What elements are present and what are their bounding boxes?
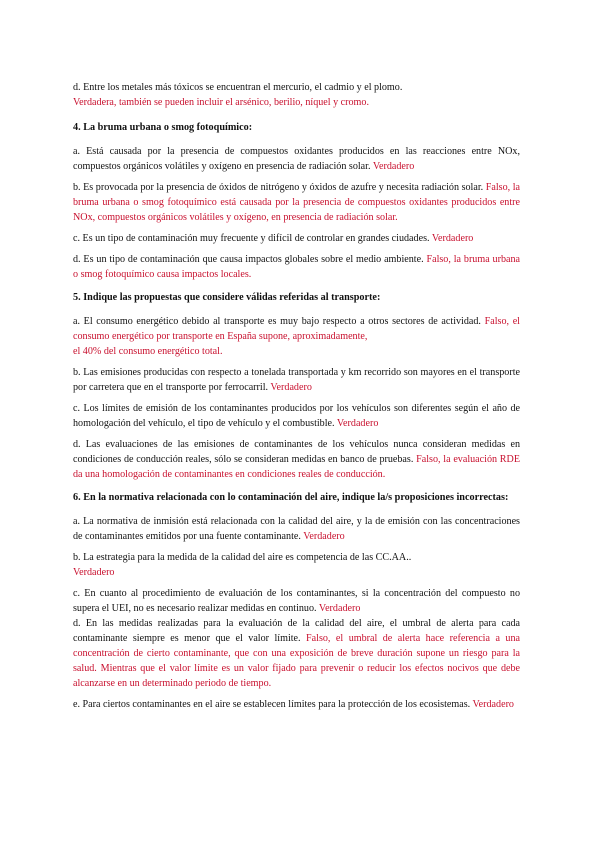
q4-a-text: a. Está causada por la presencia de compuestos oxidantes producidos en las reacciones entre NOx, compuestos orgánicos volátiles y oxígeno en presencia de radiación solar. bbox=[73, 146, 520, 172]
document-page bbox=[73, 80, 520, 718]
q5-option-c bbox=[73, 401, 520, 431]
q6-d-text: d. En las medidas realizadas para la evaluación de la calidad del aire, el umbral de alerta para cada contaminante siempre es menor que el valor límite. bbox=[73, 618, 520, 644]
q4-heading: 4. La bruma urbana o smog fotoquímico: bbox=[73, 122, 253, 133]
q6-option-a bbox=[73, 514, 520, 544]
q6-c-answer: Verdadero bbox=[318, 603, 361, 614]
q6-c-text: c. En cuanto al procedimiento de evaluación de los contaminantes, si la concentración del compuesto no supera el UEI, no es necesario realizar medidas en continuo. bbox=[73, 588, 520, 614]
q5-a-text: a. El consumo energético debido al transporte es muy bajo respecto a otros sectores de actividad. bbox=[73, 316, 481, 327]
q5-d-answer: Falso, la evaluación RDE da una homologación de contaminantes en condiciones reales de conducción. bbox=[73, 454, 520, 480]
q6-b-text: b. La estrategia para la medida de la calidad del aire es competencia de las CC.AA.. bbox=[73, 552, 412, 563]
q4-c-answer: Verdadero bbox=[431, 233, 474, 244]
q6-heading: 6. En la normativa relacionada con lo contaminación del aire, indique la/s proposiciones incorrectas: bbox=[73, 492, 509, 503]
q6-option-c bbox=[73, 586, 520, 616]
q4-b-text: b. Es provocada por la presencia de óxidos de nitrógeno y óxidos de azufre y necesita radiación solar. bbox=[73, 182, 484, 193]
q5-a-answer-1: Falso, el consumo energético por transporte en España supone, aproximadamente, bbox=[73, 316, 520, 342]
q5-option-b bbox=[73, 365, 520, 395]
q4-c-text: c. Es un tipo de contaminación muy frecuente y difícil de controlar en grandes ciudades. bbox=[73, 233, 430, 244]
q4-option-a bbox=[73, 144, 520, 174]
q4-option-c bbox=[73, 231, 520, 246]
q5-c-answer: Verdadero bbox=[336, 418, 379, 429]
q3-d-answer: Verdadera, también se pueden incluir el arsénico, berilio, níquel y cromo. bbox=[73, 97, 369, 108]
q4-b-answer: Falso, la bruma urbana o smog fotoquímico está causada por la presencia de compuestos oxidantes producidos entre NOx, compuestos orgánicos volátiles y oxígeno, en presencia de radiación solar. bbox=[73, 182, 520, 223]
q5-b-text: b. Las emisiones producidas con respecto a tonelada transportada y km recorrido son mayores en el transporte por carretera que en el transporte por ferrocarril. bbox=[73, 367, 520, 393]
q4-a-answer: Verdadero bbox=[372, 161, 415, 172]
q5-heading: 5. Indique las propuestas que considere válidas referidas al transporte: bbox=[73, 292, 381, 303]
q4-option-b bbox=[73, 180, 520, 225]
q6-option-e bbox=[73, 697, 520, 712]
q4-d-text: d. Es un tipo de contaminación que causa impactos globales sobre el medio ambiente. bbox=[73, 254, 424, 265]
q4-option-d bbox=[73, 252, 520, 282]
q6-option-d bbox=[73, 616, 520, 691]
q6-e-text: e. Para ciertos contaminantes en el aire se establecen límites para la protección de los ecosistemas. bbox=[73, 699, 471, 710]
q3-d-text: d. Entre los metales más tóxicos se encuentran el mercurio, el cadmio y el plomo. bbox=[73, 82, 403, 93]
q5-a-answer-2: el 40% del consumo energético total. bbox=[73, 346, 223, 357]
q6-e-answer: Verdadero bbox=[472, 699, 514, 710]
q5-option-d bbox=[73, 437, 520, 482]
q5-b-answer: Verdadero bbox=[270, 382, 312, 393]
q3-option-d bbox=[73, 80, 520, 110]
q5-option-a bbox=[73, 314, 520, 359]
q6-d-answer: Falso, el umbral de alerta hace referencia a una concentración de cierto contaminante, que con una exposición de breve duración supone un riesgo para la salud. Mientras que el valor límite es un valor fijado para prevenir o reducir los efectos nocivos que debe alcanzarse en un determinado periodo de tiempo. bbox=[73, 633, 520, 689]
q4-d-answer: Falso, la bruma urbana o smog fotoquímico causa impactos locales. bbox=[73, 254, 521, 280]
q6-a-text: a. La normativa de inmisión está relacionada con la calidad del aire, y la de emisión con las concentraciones de contaminantes emitidos por una fuente contaminante. bbox=[73, 516, 520, 542]
q5-c-text: c. Los límites de emisión de los contaminantes producidos por los vehículos son diferentes según el año de homologación del vehículo, el tipo de vehículo y el combustible. bbox=[73, 403, 520, 429]
q6-b-answer: Verdadero bbox=[73, 567, 115, 578]
q6-option-b bbox=[73, 550, 520, 580]
q5-d-text: d. Las evaluaciones de las emisiones de contaminantes de los vehículos nunca consideran medidas en condiciones de conducción reales, sólo se consideran medidas en banco de pruebas. bbox=[73, 439, 520, 465]
q6-a-answer: Verdadero bbox=[303, 531, 345, 542]
